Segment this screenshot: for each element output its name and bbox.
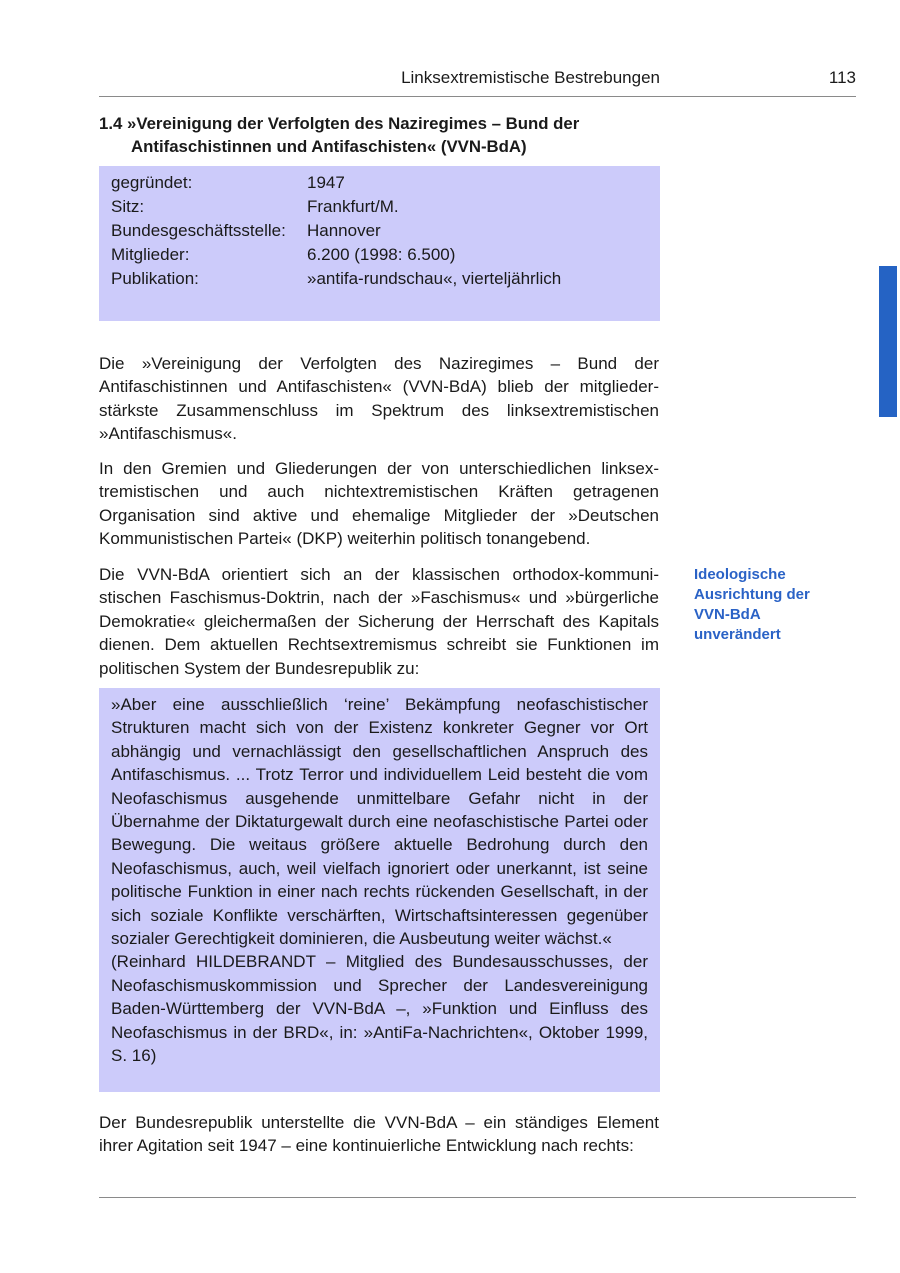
running-header — [99, 66, 856, 97]
fact-label: gegründet: — [111, 173, 193, 192]
fact-value: Frankfurt/M. — [307, 197, 399, 216]
page-number: 113 — [828, 68, 856, 87]
fact-row — [111, 267, 648, 291]
paragraph-doctrine: Die VVN-BdA orientiert sich an der klassischen orthodox-kommunistischen Faschismus-Doktrin, nach der »Faschismus« und »bürgerliche Demokratie« gleichermaßen der Sicherung der Herrschaft des Kapitals dienen. Dem aktuellen Rechtsextremismus schreibt sie Funktionen im politischen System der Bundesrepublik zu: — [99, 565, 659, 678]
paragraph-closing: Der Bundesrepublik unterstellte die VVN-BdA – ein ständiges Element ihrer Agitation seit 1947 – eine kontinuierliche Entwicklung nach rechts: — [99, 1113, 659, 1156]
fact-label: Publikation: — [111, 269, 199, 288]
chapter-edge-tab — [879, 266, 897, 417]
fact-row — [111, 195, 648, 219]
fact-label: Mitglieder: — [111, 245, 190, 264]
quote-source: (Reinhard HILDEBRANDT – Mitglied des Bundesausschusses, der Neofaschismuskommission und Sprecher der Landesvereinigung Baden-Württemberg der VVN-BdA –, »Funktion und Einfluss des Neofaschismus in der BRD«, in: »AntiFa-Nachrichten«, Oktober 1999, S. 16) — [111, 952, 648, 1066]
fact-label: Sitz: — [111, 197, 145, 216]
paragraph-intro: Die »Vereinigung der Verfolgten des Naziregimes – Bund der Antifaschistinnen und Antifaschisten« (VVN-BdA) blieb der mitgliederstärkste Zusammenschluss im Spektrum des linksextremistischen »Antifaschismus«. — [99, 354, 659, 444]
paragraph-dkp: In den Gremien und Gliederungen der von unterschiedlichen linksextremistischen und auch nichtextremistischen Kräften getragenen Organisation sind aktive und ehemalige Mitglieder der »Deutschen Kommunistischen Partei« (DKP) weiterhin politisch tonangebend. — [99, 459, 659, 549]
fact-value: 1947 — [307, 173, 345, 192]
running-title: Linksextremistische Bestrebungen — [401, 68, 660, 87]
fact-row — [111, 171, 648, 195]
fact-value: 6.200 (1998: 6.500) — [307, 245, 456, 264]
fact-value: »antifa-rundschau«, vierteljährlich — [307, 269, 562, 288]
fact-label: Bundesgeschäftsstelle: — [111, 221, 286, 240]
margin-note: Ideologische Ausrichtung der VVN-BdA unverändert — [694, 566, 810, 643]
section-heading-line-1: 1.4 »Vereinigung der Verfolgten des Naziregimes – Bund der — [99, 114, 580, 133]
quote-text: »Aber eine ausschließlich ‘reine’ Bekämpfung neofaschistischer Strukturen macht sich von der Existenz konkreter Gegner vor Ort abhängig und vernachlässigt den gesellschaftlichen Anspruch des Antifaschismus. ... Trotz Terror und individuellem Leid besteht die vom Neofaschismus ausgehende unmittelbare Gefahr nicht in der Übernahme der Diktaturgewalt durch eine neofaschistische Partei oder Bewegung. Die weitaus größere aktuelle Bedrohung durch den Neofaschismus, auch, weil vielfach ignoriert oder unerkannt, ist seine politische Funktion in einer nach rechts rückenden Gesellschaft, in der sich soziale Konflikte verschärften, Wirtschaftsinteressen gegenüber sozialer Gerechtigkeit dominieren, die Ausbeutung weiter wächst.« — [111, 695, 648, 949]
section-heading-line-2: Antifaschistinnen und Antifaschisten« (VVN-BdA) — [131, 137, 527, 156]
fact-row — [111, 219, 648, 243]
facts-box — [99, 166, 660, 321]
section-heading — [99, 112, 669, 158]
fact-value: Hannover — [307, 221, 381, 240]
footer-rule — [99, 1197, 856, 1198]
fact-row — [111, 243, 648, 267]
quote-box — [99, 688, 660, 1092]
